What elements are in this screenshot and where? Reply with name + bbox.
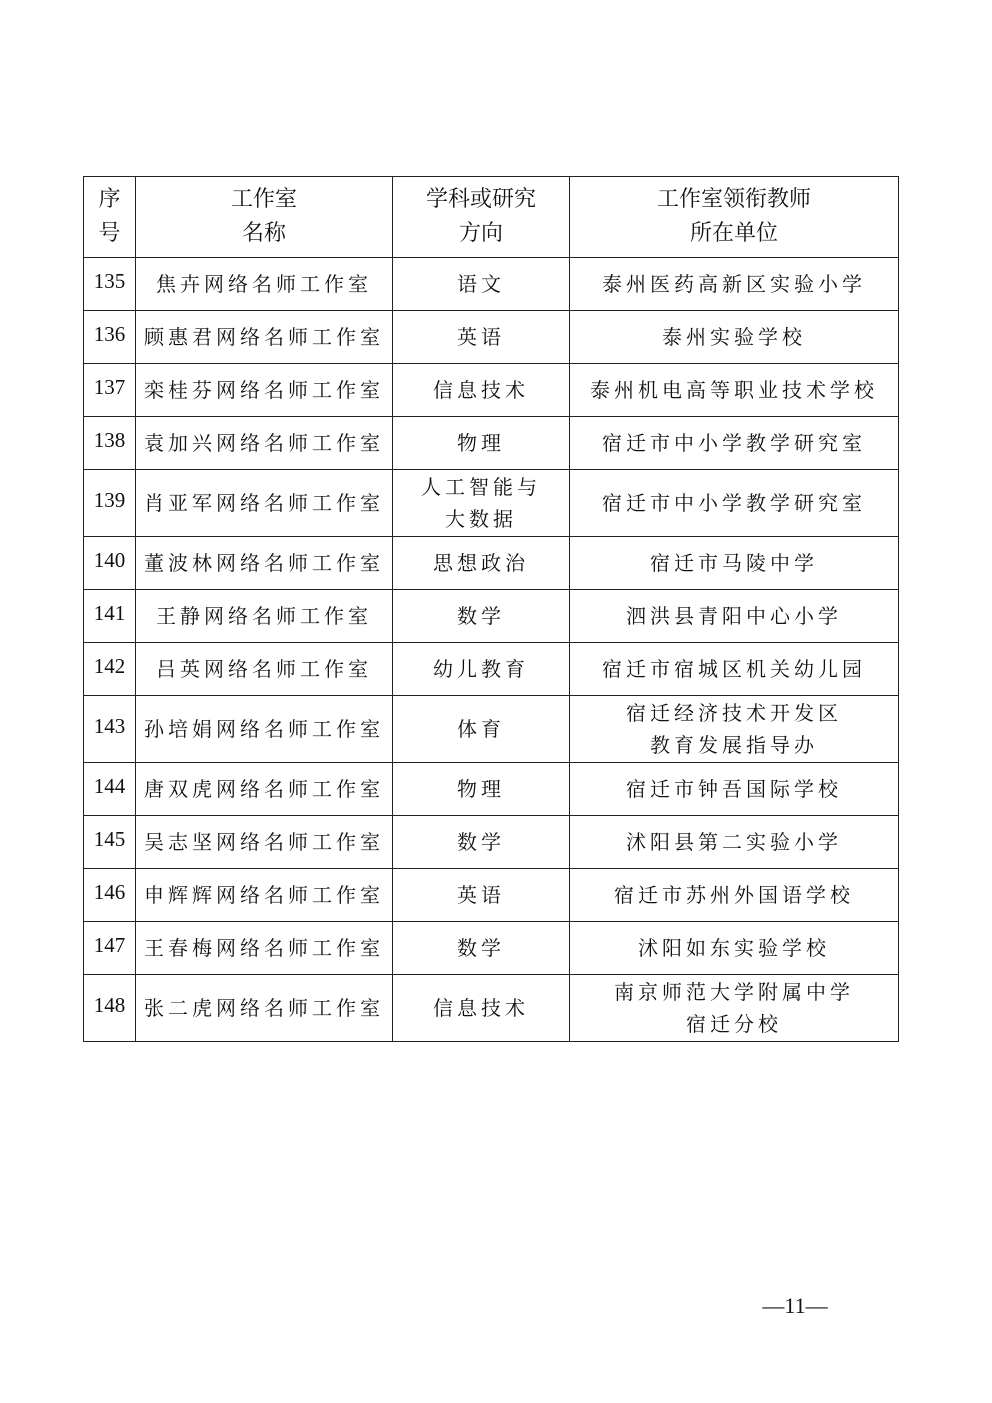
row-studio-name: 王春梅网络名师工作室: [136, 922, 393, 975]
row-unit: 泰州机电高等职业技术学校: [570, 364, 899, 417]
row-index: 136: [84, 311, 136, 364]
table-row: [84, 364, 899, 417]
row-index: 146: [84, 869, 136, 922]
table-row: [84, 869, 899, 922]
row-index: 145: [84, 816, 136, 869]
row-studio-name: 吕英网络名师工作室: [136, 643, 393, 696]
table-row: [84, 922, 899, 975]
row-unit: 泗洪县青阳中心小学: [570, 590, 899, 643]
table-row: [84, 311, 899, 364]
row-index: 135: [84, 258, 136, 311]
row-unit: 泰州实验学校: [570, 311, 899, 364]
table-row: [84, 816, 899, 869]
header-lead-teacher-unit: 工作室领衔教师 所在单位: [570, 177, 899, 258]
row-subject: 幼儿教育: [393, 643, 570, 696]
row-studio-name: 顾惠君网络名师工作室: [136, 311, 393, 364]
row-index: 140: [84, 537, 136, 590]
row-subject: 物理: [393, 417, 570, 470]
row-unit: 宿迁市钟吾国际学校: [570, 763, 899, 816]
row-index: 144: [84, 763, 136, 816]
row-subject: 数学: [393, 922, 570, 975]
row-unit: 沭阳如东实验学校: [570, 922, 899, 975]
row-unit: 宿迁经济技术开发区 教育发展指导办: [570, 696, 899, 763]
header-index: 序 号: [84, 177, 136, 258]
row-subject: 信息技术: [393, 975, 570, 1042]
table-header-row: [84, 177, 899, 258]
row-subject: 英语: [393, 869, 570, 922]
row-studio-name: 董波林网络名师工作室: [136, 537, 393, 590]
row-index: 138: [84, 417, 136, 470]
page-number: —11—: [762, 1293, 828, 1318]
table-row: [84, 470, 899, 537]
row-studio-name: 申辉辉网络名师工作室: [136, 869, 393, 922]
row-unit: 泰州医药高新区实验小学: [570, 258, 899, 311]
row-subject: 物理: [393, 763, 570, 816]
row-subject: 英语: [393, 311, 570, 364]
row-subject: 信息技术: [393, 364, 570, 417]
row-studio-name: 王静网络名师工作室: [136, 590, 393, 643]
table-row: [84, 975, 899, 1042]
row-subject: 数学: [393, 590, 570, 643]
table-row: [84, 643, 899, 696]
row-unit: 南京师范大学附属中学 宿迁分校: [570, 975, 899, 1042]
row-index: 147: [84, 922, 136, 975]
row-studio-name: 栾桂芬网络名师工作室: [136, 364, 393, 417]
row-studio-name: 张二虎网络名师工作室: [136, 975, 393, 1042]
row-studio-name: 吴志坚网络名师工作室: [136, 816, 393, 869]
row-subject: 人工智能与 大数据: [393, 470, 570, 537]
table-row: [84, 696, 899, 763]
row-unit: 宿迁市苏州外国语学校: [570, 869, 899, 922]
row-unit: 沭阳县第二实验小学: [570, 816, 899, 869]
table-row: [84, 537, 899, 590]
table-row: [84, 763, 899, 816]
row-studio-name: 焦卉网络名师工作室: [136, 258, 393, 311]
row-unit: 宿迁市中小学教学研究室: [570, 417, 899, 470]
row-studio-name: 袁加兴网络名师工作室: [136, 417, 393, 470]
row-unit: 宿迁市宿城区机关幼儿园: [570, 643, 899, 696]
table-row: [84, 417, 899, 470]
header-studio-name: 工作室 名称: [136, 177, 393, 258]
row-subject: 语文: [393, 258, 570, 311]
table-row: [84, 258, 899, 311]
studio-roster-table: [83, 176, 899, 1042]
row-studio-name: 唐双虎网络名师工作室: [136, 763, 393, 816]
row-index: 143: [84, 696, 136, 763]
row-index: 148: [84, 975, 136, 1042]
row-index: 141: [84, 590, 136, 643]
row-subject: 体育: [393, 696, 570, 763]
table-row: [84, 590, 899, 643]
row-unit: 宿迁市马陵中学: [570, 537, 899, 590]
row-index: 139: [84, 470, 136, 537]
row-subject: 思想政治: [393, 537, 570, 590]
header-subject: 学科或研究 方向: [393, 177, 570, 258]
row-index: 137: [84, 364, 136, 417]
row-subject: 数学: [393, 816, 570, 869]
row-studio-name: 孙培娟网络名师工作室: [136, 696, 393, 763]
row-unit: 宿迁市中小学教学研究室: [570, 470, 899, 537]
row-studio-name: 肖亚军网络名师工作室: [136, 470, 393, 537]
row-index: 142: [84, 643, 136, 696]
